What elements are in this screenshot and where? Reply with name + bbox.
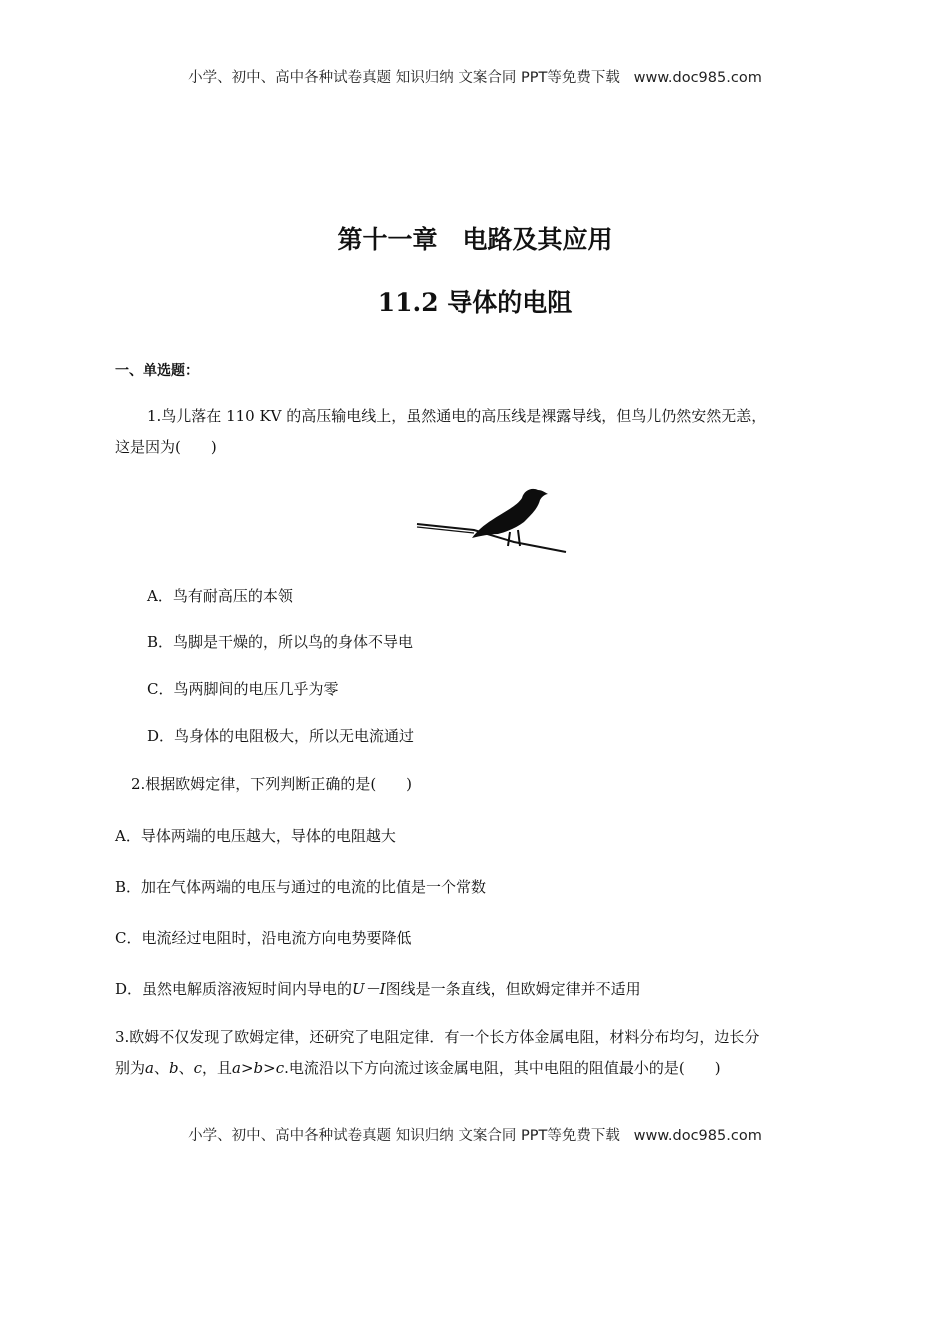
q2-option-d <box>115 978 641 999</box>
bird-on-wire-image <box>414 484 570 560</box>
q3-text-mid: ，且 <box>202 1059 233 1077</box>
page-footer <box>0 1124 950 1145</box>
q1-option-a: A．鸟有耐高压的本领 <box>147 587 293 605</box>
q1-option-d: D．鸟身体的电阻极大，所以无电流通过 <box>147 727 415 745</box>
q1-option-b: B．鸟脚是干燥的，所以鸟的身体不导电 <box>147 633 414 651</box>
bird <box>472 489 548 538</box>
q3-text-post: .电流沿以下方向流过该金属电阻，其中电阻的阻值最小的是( ) <box>284 1059 721 1077</box>
footer-text: 小学、初中、高中各种试卷真题 知识归纳 文案合同 PPT等免费下载 <box>188 1128 620 1144</box>
q1-stem-line1: 1.鸟儿落在 110 KV 的高压输电线上，虽然通电的高压线是裸露导线，但鸟儿仍然安然无恙， <box>147 407 767 425</box>
q1-stem-line2: 这是因为( ) <box>115 438 217 456</box>
q3-inequality: a>b>c <box>232 1059 285 1077</box>
footer-url[interactable]: www.doc985.com <box>633 1128 762 1144</box>
page-header <box>0 66 950 87</box>
q1-option-c: C．鸟两脚间的电压几乎为零 <box>147 680 339 698</box>
section-heading: 一、单选题： <box>115 363 199 379</box>
q2-option-d-pre: D．虽然电解质溶液短时间内导电的 <box>115 980 353 998</box>
header-text: 小学、初中、高中各种试卷真题 知识归纳 文案合同 PPT等免费下载 <box>188 70 620 86</box>
section-title: 11.2 导体的电阻 <box>377 288 573 317</box>
q3-var-a: a <box>145 1059 154 1077</box>
q2-stem: 2.根据欧姆定律，下列判断正确的是( ) <box>131 775 413 793</box>
q3-stem-line1: 3.欧姆不仅发现了欧姆定律，还研究了电阻定律．有一个长方体金属电阻，材料分布均匀，边长分 <box>115 1028 760 1046</box>
header-url[interactable]: www.doc985.com <box>633 70 762 86</box>
q3-text-pre: 别为 <box>115 1059 146 1077</box>
q2-option-d-post: 图线是一条直线，但欧姆定律并不适用 <box>385 980 641 998</box>
q3-stem-line2 <box>115 1052 721 1084</box>
q3-var-b: b <box>168 1059 179 1077</box>
q3-var-c: c <box>193 1059 203 1077</box>
q2-option-c: C．电流经过电阻时，沿电流方向电势要降低 <box>115 929 412 947</box>
q2-option-d-math: U－I <box>352 980 386 998</box>
q2-option-a: A．导体两端的电压越大，导体的电阻越大 <box>115 827 396 845</box>
q3-sep2: 、 <box>178 1059 194 1077</box>
q3-sep1: 、 <box>153 1059 169 1077</box>
chapter-title: 第十一章 电路及其应用 <box>337 225 613 254</box>
q2-option-b: B．加在气体两端的电压与通过的电流的比值是一个常数 <box>115 878 487 896</box>
